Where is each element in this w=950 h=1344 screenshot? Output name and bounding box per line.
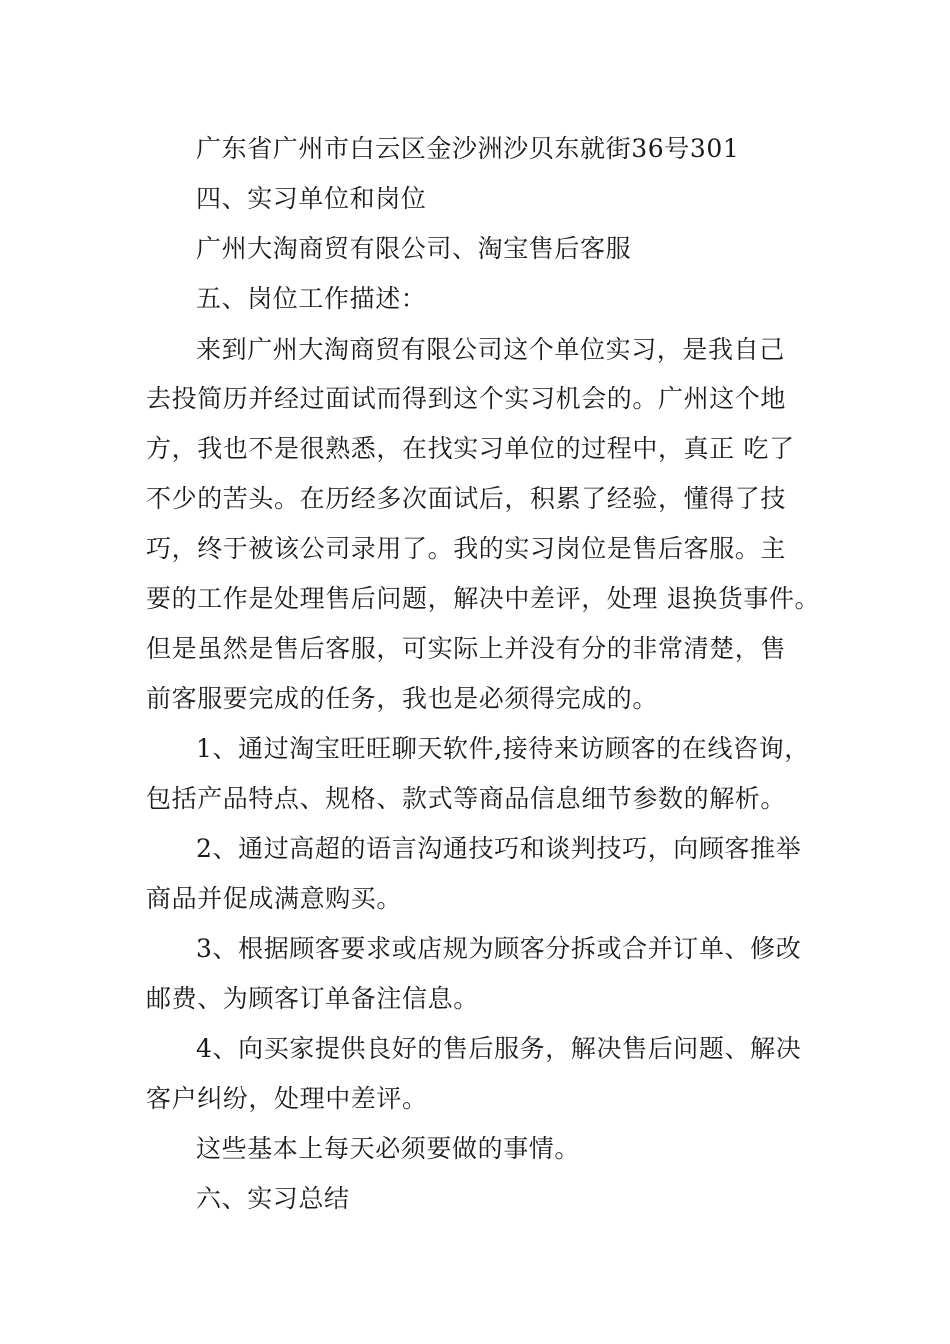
duty-item-2-continued: 商品并促成满意购买。 bbox=[146, 884, 403, 913]
duty-item-2: 2、通过高超的语言沟通技巧和谈判技巧，向顾客推举 bbox=[196, 834, 802, 863]
section-heading-internship-unit: 四、实习单位和岗位 bbox=[196, 184, 427, 213]
paragraph-line: 但是虽然是售后客服，可实际上并没有分的非常清楚，售 bbox=[146, 634, 787, 663]
duty-item-3-continued: 邮费、为顾客订单备注信息。 bbox=[146, 984, 479, 1013]
duty-item-3: 3、根据顾客要求或店规为顾客分拆或合并订单、修改 bbox=[196, 934, 802, 963]
paragraph-line: 前客服要完成的任务，我也是必须得完成的。 bbox=[146, 684, 659, 713]
paragraph-line: 巧，终于被该公司录用了。我的实习岗位是售后客服。主 bbox=[146, 534, 787, 563]
paragraph-line: 去投简历并经过面试而得到这个实习机会的。广州这个地 bbox=[146, 384, 787, 413]
duty-item-1: 1、通过淘宝旺旺聊天软件,接待来访顾客的在线咨询， bbox=[196, 734, 810, 763]
daily-summary-line: 这些基本上每天必须要做的事情。 bbox=[196, 1134, 581, 1163]
duty-item-1-continued: 包括产品特点、规格、款式等商品信息细节参数的解析。 bbox=[146, 784, 787, 813]
address-line: 广东省广州市白云区金沙洲沙贝东就街36号301 bbox=[196, 134, 740, 163]
paragraph-line: 不少的苦头。在历经多次面试后，积累了经验，懂得了技 bbox=[146, 484, 787, 513]
unit-and-position: 广州大淘商贸有限公司、淘宝售后客服 bbox=[196, 234, 632, 263]
section-heading-job-description: 五、岗位工作描述： bbox=[196, 284, 427, 313]
duty-item-4: 4、向买家提供良好的售后服务，解决售后问题、解决 bbox=[196, 1034, 802, 1063]
section-heading-summary: 六、实习总结 bbox=[196, 1184, 350, 1213]
paragraph-line: 来到广州大淘商贸有限公司这个单位实习，是我自己 bbox=[196, 335, 785, 364]
paragraph-line: 要的工作是处理售后问题，解决中差评，处理 退换货事件。 bbox=[146, 584, 821, 613]
paragraph-line: 方，我也不是很熟悉，在找实习单位的过程中，真正 吃了 bbox=[146, 434, 795, 463]
duty-item-4-continued: 客户纠纷，处理中差评。 bbox=[146, 1084, 428, 1113]
